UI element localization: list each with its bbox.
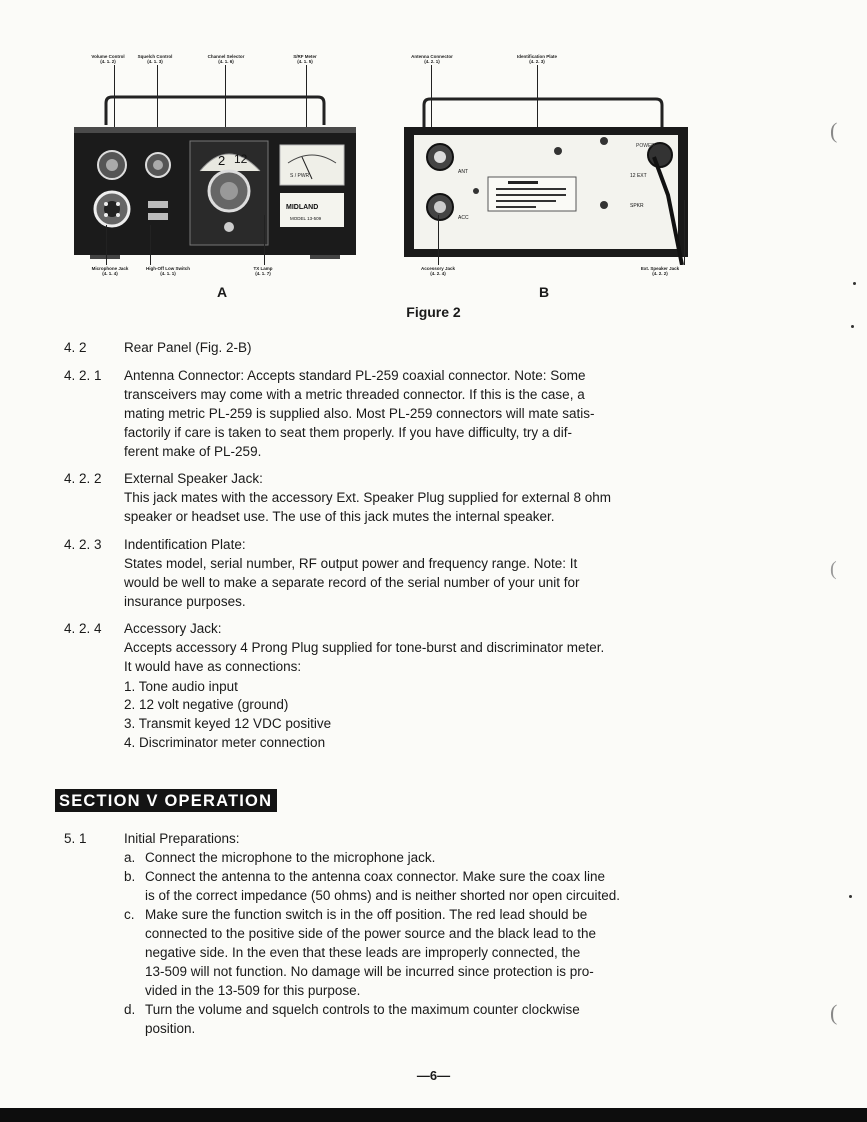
callout-high-off-low-switch: High-Off Low Switch (4. 1. 1) <box>146 266 190 276</box>
callout-antenna-connector: Antenna Connector (4. 2. 1) <box>411 54 453 64</box>
callout-s-rf-meter: S/RF Meter (4. 1. 5) <box>293 54 317 64</box>
callout-volume-control: Volume Control (4. 1. 2) <box>91 54 125 64</box>
connection-item: 4. Discriminator meter connection <box>124 735 326 750</box>
section-title: Rear Panel (Fig. 2-B) <box>124 340 252 355</box>
figure-letter-a: A <box>217 284 228 300</box>
section-title: Initial Preparations: <box>124 831 240 846</box>
svg-text:S / PWR: S / PWR <box>290 173 310 179</box>
radio-rear-panel-image <box>402 95 692 265</box>
connection-item: 1. Tone audio input <box>124 679 238 694</box>
svg-text:12 EXT: 12 EXT <box>630 173 647 179</box>
item-number: 4. 2. 3 <box>64 537 102 552</box>
scan-speck <box>853 282 856 285</box>
callout-ext-speaker-jack: Ext. Speaker Jack (4. 2. 2) <box>640 266 680 276</box>
scan-speck <box>849 895 852 898</box>
item-line: would be well to make a separate record of the serial number of your unit for <box>124 575 580 590</box>
item-number: 4. 2. 4 <box>64 621 102 636</box>
step-line: 13-509 will not function. No damage will be incurred since protection is pro- <box>145 964 594 979</box>
callout-channel-selector: Channel Selector (4. 1. 6) <box>207 54 245 64</box>
step-line: Connect the microphone to the microphone jack. <box>145 850 436 865</box>
figure-caption: Figure 2 <box>406 304 461 320</box>
svg-text:ANT: ANT <box>458 169 468 175</box>
step-letter: c. <box>124 907 135 922</box>
svg-text:POWER: POWER <box>636 143 655 149</box>
item-number: 4. 2. 1 <box>64 368 102 383</box>
item-line: Indentification Plate: <box>124 537 246 552</box>
item-line: ferent make of PL-259. <box>124 444 262 459</box>
connection-item: 2. 12 volt negative (ground) <box>124 697 289 712</box>
item-number: 4. 2. 2 <box>64 471 102 486</box>
scan-speck <box>851 325 854 328</box>
figure-letter-b: B <box>539 284 550 300</box>
margin-mark: ( <box>830 118 838 143</box>
step-line: Turn the volume and squelch controls to the maximum counter clockwise <box>145 1002 580 1017</box>
item-line: mating metric PL-259 is supplied also. Most PL-259 connectors will mate satis- <box>124 406 595 421</box>
callout-identification-plate: Identification Plate (4. 2. 3) <box>516 54 558 64</box>
item-line: speaker or headset use. The use of this jack mutes the internal speaker. <box>124 509 555 524</box>
step-line: Make sure the function switch is in the off position. The red lead should be <box>145 907 588 922</box>
item-line: Antenna Connector: Accepts standard PL-259 coaxial connector. Note: Some <box>124 368 586 383</box>
svg-text:SPKR: SPKR <box>630 203 644 209</box>
step-line: Connect the antenna to the antenna coax connector. Make sure the coax line <box>145 869 606 884</box>
svg-text:ACC: ACC <box>458 215 469 221</box>
callout-tx-lamp: TX Lamp (4. 1. 7) <box>253 266 273 276</box>
svg-text:MODEL 13-509: MODEL 13-509 <box>290 216 322 221</box>
page-number: —6— <box>416 1068 451 1083</box>
step-line: position. <box>145 1021 196 1036</box>
step-letter: d. <box>124 1002 136 1017</box>
margin-mark: ( <box>830 1000 838 1025</box>
step-line: vided in the 13-509 for this purpose. <box>145 983 361 998</box>
step-letter: a. <box>124 850 136 865</box>
step-line: connected to the positive side of the power source and the black lead to the <box>145 926 597 941</box>
item-line: External Speaker Jack: <box>124 471 263 486</box>
callout-accessory-jack: Accessory Jack (4. 2. 4) <box>420 266 456 276</box>
margin-mark: ( <box>830 558 837 580</box>
item-line: This jack mates with the accessory Ext. Speaker Plug supplied for external 8 ohm <box>124 490 611 505</box>
section-heading: SECTION V OPERATION <box>55 789 277 812</box>
item-line: Accessory Jack: <box>124 621 222 636</box>
step-line: is of the correct impedance (50 ohms) and is neither shorted nor open circuited. <box>145 888 620 903</box>
step-line: negative side. In the even that these leads are improperly connected, the <box>145 945 581 960</box>
scan-border <box>0 1108 867 1122</box>
svg-text:2: 2 <box>218 153 226 168</box>
callout-microphone-jack: Microphone Jack (4. 1. 4) <box>91 266 129 276</box>
callout-squelch-control: Squelch Control (4. 1. 3) <box>137 54 173 64</box>
section-number: 5. 1 <box>64 831 87 846</box>
section-number: 4. 2 <box>64 340 87 355</box>
item-line: Accepts accessory 4 Prong Plug supplied for tone-burst and discriminator meter. <box>124 640 605 655</box>
item-line: States model, serial number, RF output power and frequency range. Note: It <box>124 556 578 571</box>
item-line: transceivers may come with a metric threaded connector. If this is the case, a <box>124 387 585 402</box>
item-line: factorily if care is taken to seat them properly. If you have difficulty, try a dif- <box>124 425 572 440</box>
svg-text:12: 12 <box>234 152 248 166</box>
item-line: It would have as connections: <box>124 659 302 674</box>
radio-front-panel-image <box>70 85 360 265</box>
step-letter: b. <box>124 869 136 884</box>
svg-text:MIDLAND: MIDLAND <box>286 204 319 211</box>
connection-item: 3. Transmit keyed 12 VDC positive <box>124 716 332 731</box>
item-line: insurance purposes. <box>124 594 246 609</box>
